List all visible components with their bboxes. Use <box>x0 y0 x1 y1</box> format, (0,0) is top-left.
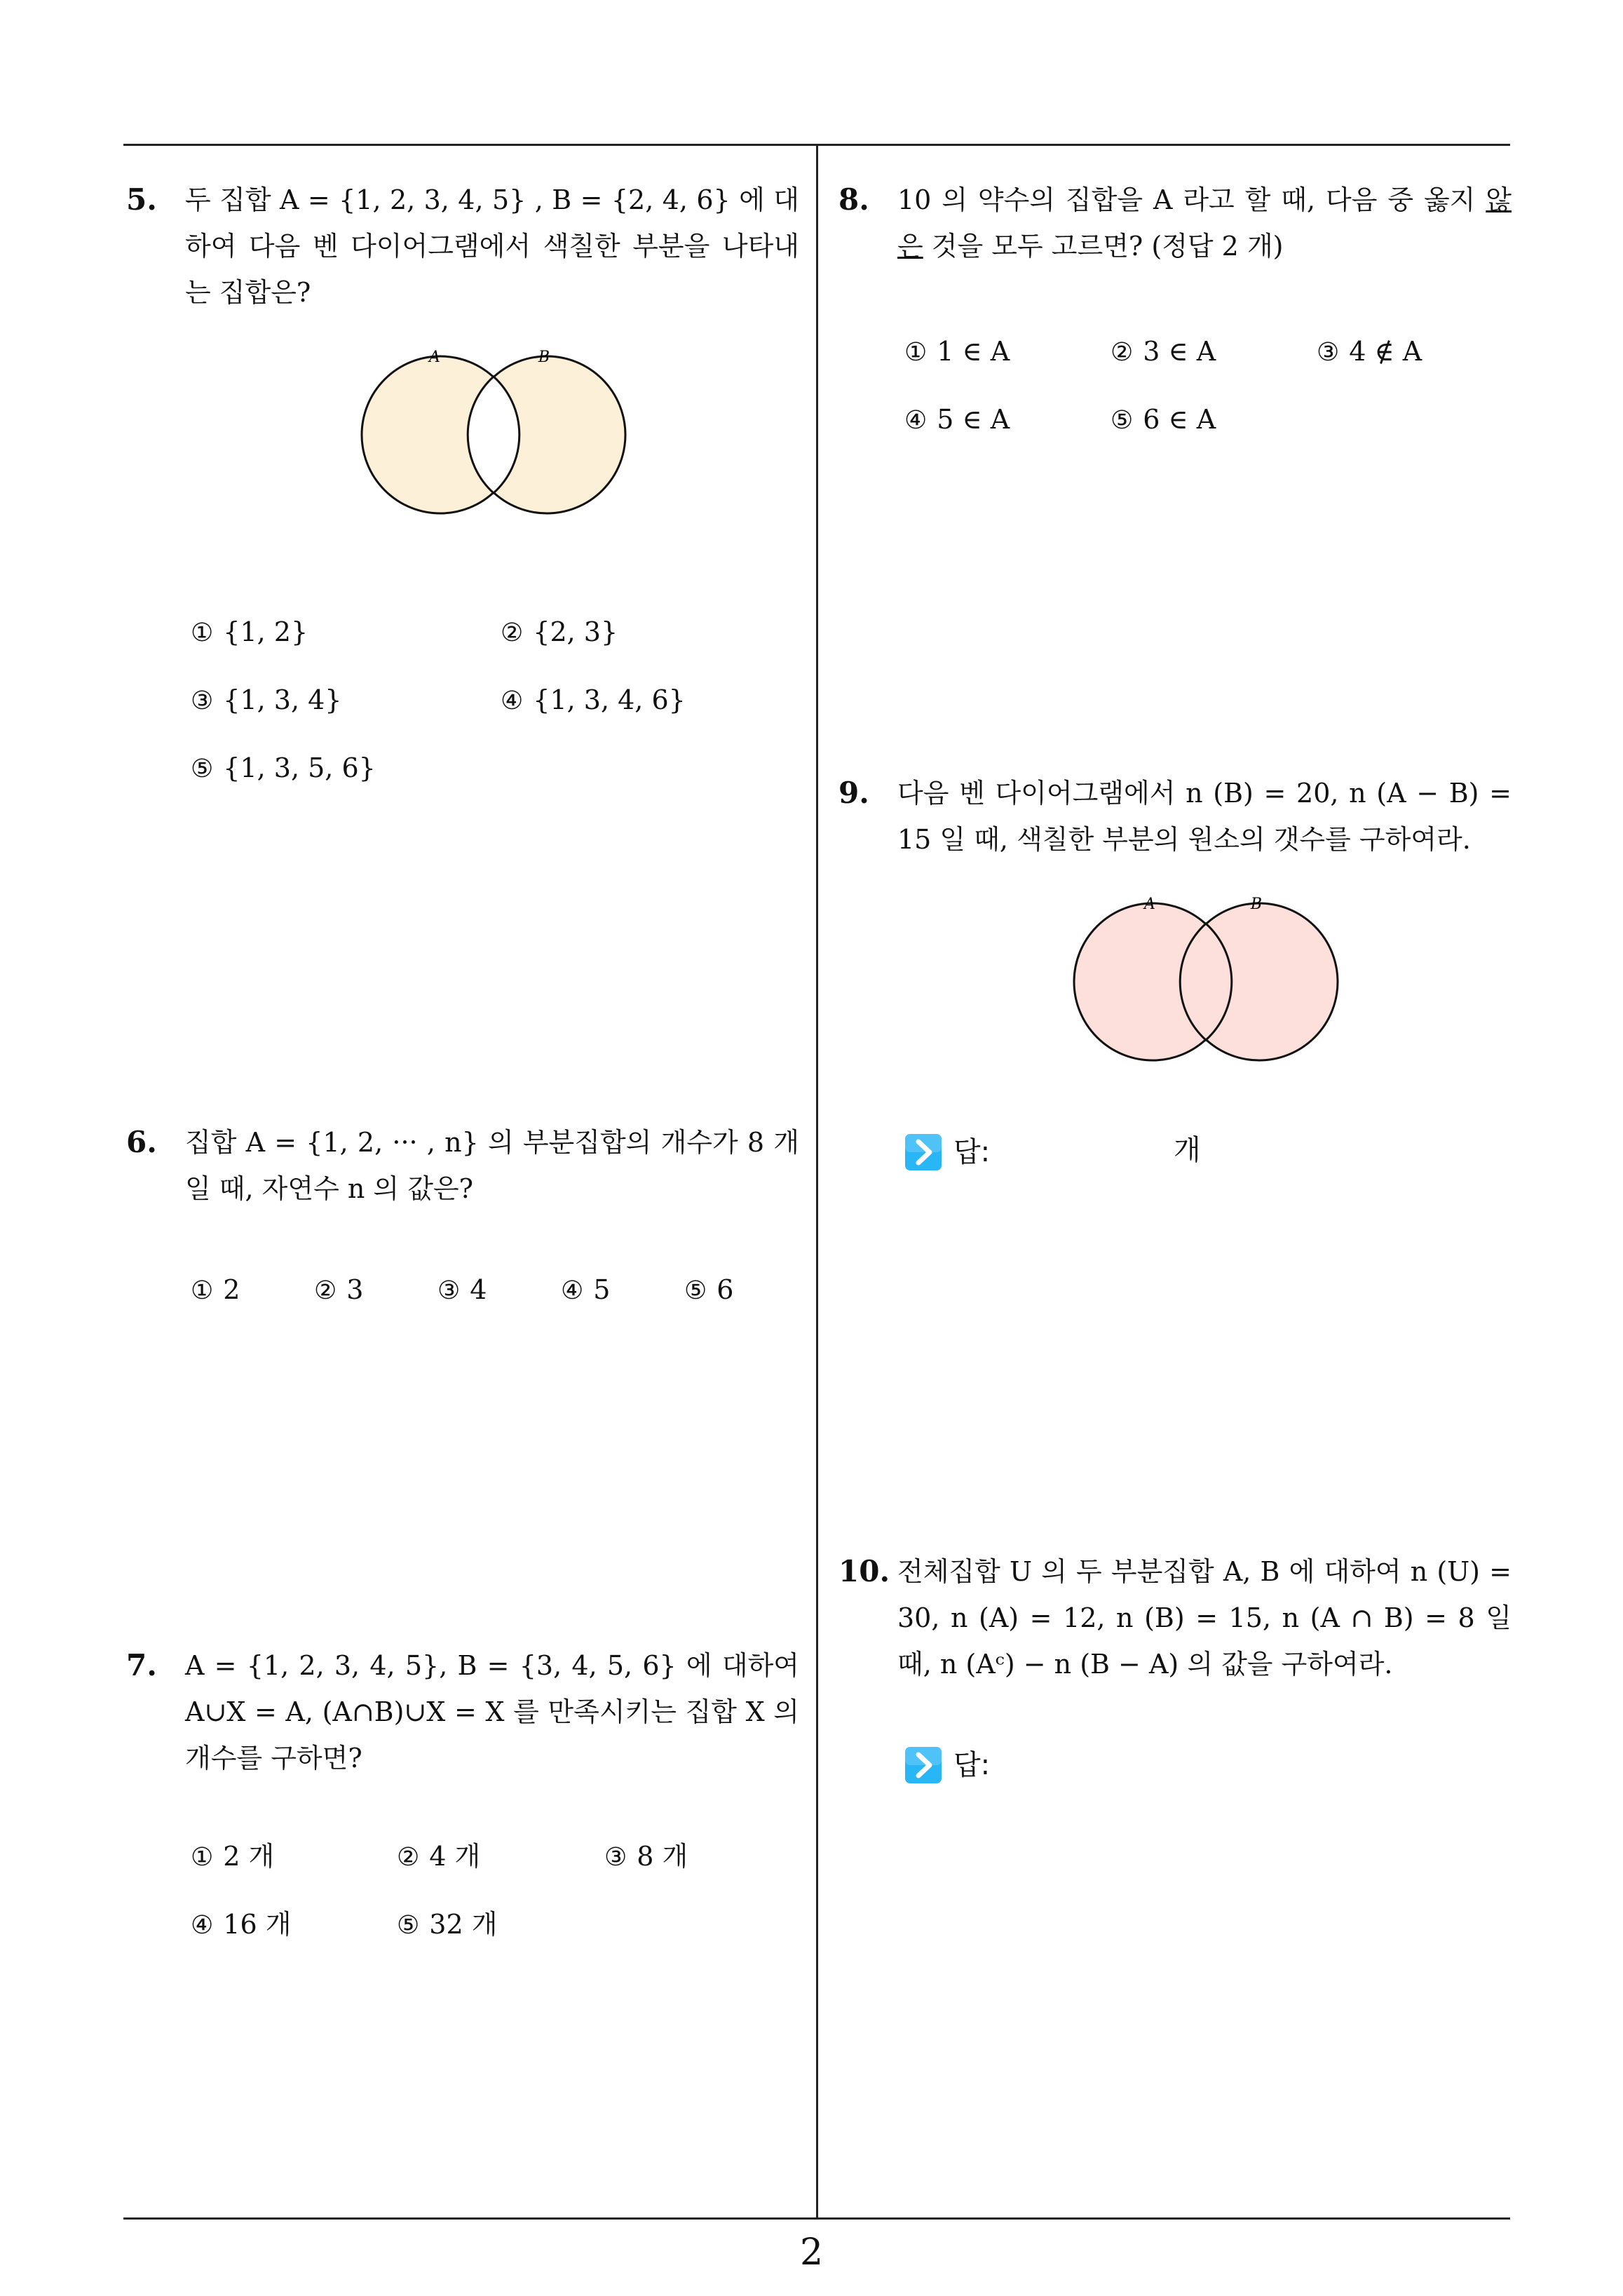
answer-label: 답: <box>953 1749 991 1781</box>
choice-4[interactable]: ④ 5 <box>561 1274 611 1305</box>
answer-q10[interactable] <box>904 1742 1493 1786</box>
page-number: 2 <box>799 2231 824 2274</box>
choice-3[interactable]: ③ 8 개 <box>604 1841 688 1872</box>
venn-diagram-q5 <box>351 344 645 526</box>
chevron-right-icon <box>904 1746 942 1784</box>
choice-3[interactable]: ③ 4 ∉ A <box>1317 336 1422 367</box>
choice-5[interactable]: ⑤ {1, 3, 5, 6} <box>191 752 376 783</box>
answer-q9[interactable] <box>904 1129 1493 1173</box>
chevron-right-icon <box>904 1133 942 1171</box>
choice-2[interactable]: ② 3 ∈ A <box>1111 336 1216 367</box>
venn-label-a: A <box>1144 896 1155 913</box>
choice-3[interactable]: ③ {1, 3, 4} <box>191 684 342 715</box>
question-text: A = {1, 2, 3, 4, 5}, B = {3, 4, 5, 6} 에 대하여 A∪X = A, (A∩B)∪X = X 를 만족시키는 집합 X 의 개수를 구하면? <box>185 1650 808 1774</box>
choice-1[interactable]: ① {1, 2} <box>191 616 308 647</box>
choice-4[interactable]: ④ 5 ∈ A <box>904 404 1010 435</box>
answer-label: 답: <box>953 1136 991 1168</box>
choice-1[interactable]: ① 2 개 <box>191 1841 275 1872</box>
choice-2[interactable]: ② 3 <box>314 1274 364 1305</box>
question-text: 10 의 약수의 집합을 A 라고 할 때, 다음 중 옳지 않은 것을 모두 고르면? (정답 2 개) <box>897 184 1512 262</box>
venn-label-a: A <box>429 349 440 366</box>
venn-label-b: B <box>538 349 550 366</box>
choice-5[interactable]: ⑤ 6 ∈ A <box>1111 404 1216 435</box>
answer-unit: 개 <box>1174 1134 1201 1166</box>
choice-3[interactable]: ③ 4 <box>437 1274 487 1305</box>
question-number: 5. <box>126 182 157 217</box>
choice-4[interactable]: ④ {1, 3, 4, 6} <box>501 684 686 715</box>
choice-5[interactable]: ⑤ 32 개 <box>397 1909 498 1940</box>
question-text: 전체집합 U 의 두 부분집합 A, B 에 대하여 n (U) = 30, n (A) = 12, n (B) = 15, n (A ∩ B) = 8 일 때, n (Aᶜ) − n (B − A) 의 값을 구하여라. <box>897 1556 1521 1680</box>
underlined-word: 않은 <box>897 184 1512 262</box>
bottom-rule <box>123 2217 1510 2220</box>
question-text: 두 집합 A = {1, 2, 3, 4, 5} , B = {2, 4, 6} 에 대하여 다음 벤 다이어그램에서 색칠한 부분을 나타내는 집합은? <box>185 184 799 308</box>
choice-1[interactable]: ① 2 <box>191 1274 240 1305</box>
question-text: 다음 벤 다이어그램에서 n (B) = 20, n (A − B) = 15 일 때, 색칠한 부분의 원소의 갯수를 구하여라. <box>897 778 1521 855</box>
question-number: 6. <box>126 1125 157 1159</box>
choice-2[interactable]: ② 4 개 <box>397 1841 481 1872</box>
choice-1[interactable]: ① 1 ∈ A <box>904 336 1010 367</box>
venn-label-b: B <box>1250 896 1263 913</box>
choice-2[interactable]: ② {2, 3} <box>501 616 618 647</box>
question-number: 9. <box>838 776 869 810</box>
question-number: 10. <box>838 1554 890 1588</box>
choice-4[interactable]: ④ 16 개 <box>191 1909 292 1940</box>
question-text: 집합 A = {1, 2, ··· , n} 의 부분집합의 개수가 8 개일 때, 자연수 n 의 값은? <box>185 1127 799 1204</box>
venn-diagram-q9 <box>1063 891 1357 1073</box>
column-divider <box>816 144 818 2220</box>
question-number: 8. <box>838 182 869 217</box>
choice-5[interactable]: ⑤ 6 <box>684 1274 734 1305</box>
question-number: 7. <box>126 1648 157 1682</box>
